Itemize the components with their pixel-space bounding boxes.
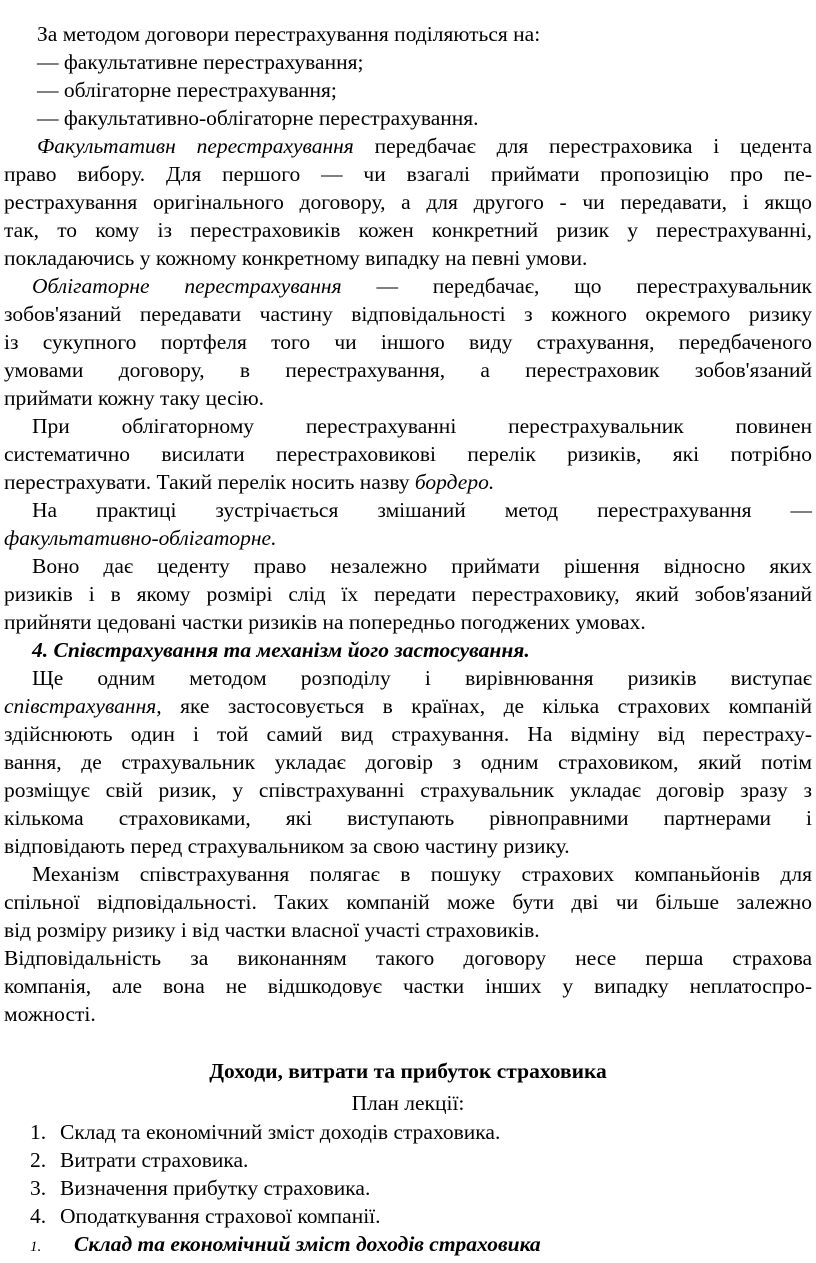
intro-lead: За методом договори перестрахування поділяються на: xyxy=(37,22,541,46)
term-mixed: факультативно-облігаторне. xyxy=(4,526,277,550)
list-item: — факультативно-облігаторне перестрахування. xyxy=(37,106,479,130)
document-page xyxy=(4,20,812,1258)
list-item: — факультативне перестрахування; xyxy=(37,50,364,74)
plan-title: План лекції: xyxy=(351,1091,465,1115)
plan-list xyxy=(4,1118,812,1230)
term-obligatory: Облігаторне перестрахування xyxy=(32,274,342,298)
paragraph-bordereau: При облігаторному перестрахуванні перестрахувальник повинен систематично висилати перестраховикові перелік ризиків, які потрібно перестрахувати. Такий перелік носить назву бордеро. xyxy=(4,414,812,494)
list-item: 1. Склад та економічний зміст доходів страховика. xyxy=(30,1120,501,1144)
chapter-heading: Доходи, витрати та прибуток страховика xyxy=(209,1059,607,1083)
paragraph-responsibility: Відповідальність за виконанням такого договору несе перша страхова компанія, але вона не відшкодовує частки інших у випадку неплатоспро- можності. xyxy=(4,946,812,1026)
paragraph-cedent: Воно дає цеденту право незалежно приймати рішення відносно яких ризиків і в якому розмірі слід їх передати перестраховику, який зобов'язаний прийняти цедовані частки ризиків на попередньо погоджених умовах. xyxy=(4,554,812,634)
paragraph-facultative: Факультативн перестрахування передбачає для перестраховика і цедента право вибору. Для першого — чи взагалі приймати пропозицію про пе- рестрахування оригінального договору, а для другого - чи передавати, і якщо так, то кому із перестраховиків кожен конкретний ризик у перестрахуванні, покладаючись у кожному конкретному випадку на певні умови. xyxy=(4,134,812,270)
section-title: 4. Співстрахування та механізм його застосування. xyxy=(32,638,530,662)
list-item: 2. Витрати страховика. xyxy=(30,1148,249,1172)
subsection-title: 1. Склад та економічний зміст доходів страховика xyxy=(30,1232,541,1256)
term-bordereau: бордеро. xyxy=(414,470,495,494)
paragraph-mechanism: Механізм співстрахування полягає в пошуку страхових компаньйонів для спільної відповідальності. Таких компаній може бути дві чи більше залежно від розміру ризику і від частки власної участі страховиків. xyxy=(4,862,812,942)
paragraph-obligatory: Облігаторне перестрахування — передбачає, що перестрахувальник зобов'язаний передавати частину відповідальності з кожного окремого ризику із сукупного портфеля того чи іншого виду страхування, передбаченого умовами договору, в перестрахування, а перестраховик зобов'язаний приймати кожну таку цесію. xyxy=(4,274,812,410)
term-facultative: Факультативн перестрахування xyxy=(37,134,354,158)
list-item: — облігаторне перестрахування; xyxy=(37,78,337,102)
paragraph-coinsurance: Ще одним методом розподілу і вирівнювання ризиків виступає співстрахування, яке застосовується в країнах, де кілька страхових компаній здійснюють один і той самий вид страхування. На відміну від перестраху- вання, де страхувальник укладає договір з одним страховиком, який потім розміщує свій ризик, у співстрахуванні страхувальник укладає договір зразу з кількома страховиками, які виступають рівноправними партнерами і відповідають перед страхувальником за свою частину ризику. xyxy=(4,666,812,858)
paragraph-mixed: На практиці зустрічається змішаний метод перестрахування — факультативно-облігаторне. xyxy=(4,498,812,550)
term-coinsurance: співстрахування, xyxy=(4,694,162,718)
list-item: 4. Оподаткування страхової компанії. xyxy=(30,1204,381,1228)
list-item: 3. Визначення прибутку страховика. xyxy=(30,1176,371,1200)
